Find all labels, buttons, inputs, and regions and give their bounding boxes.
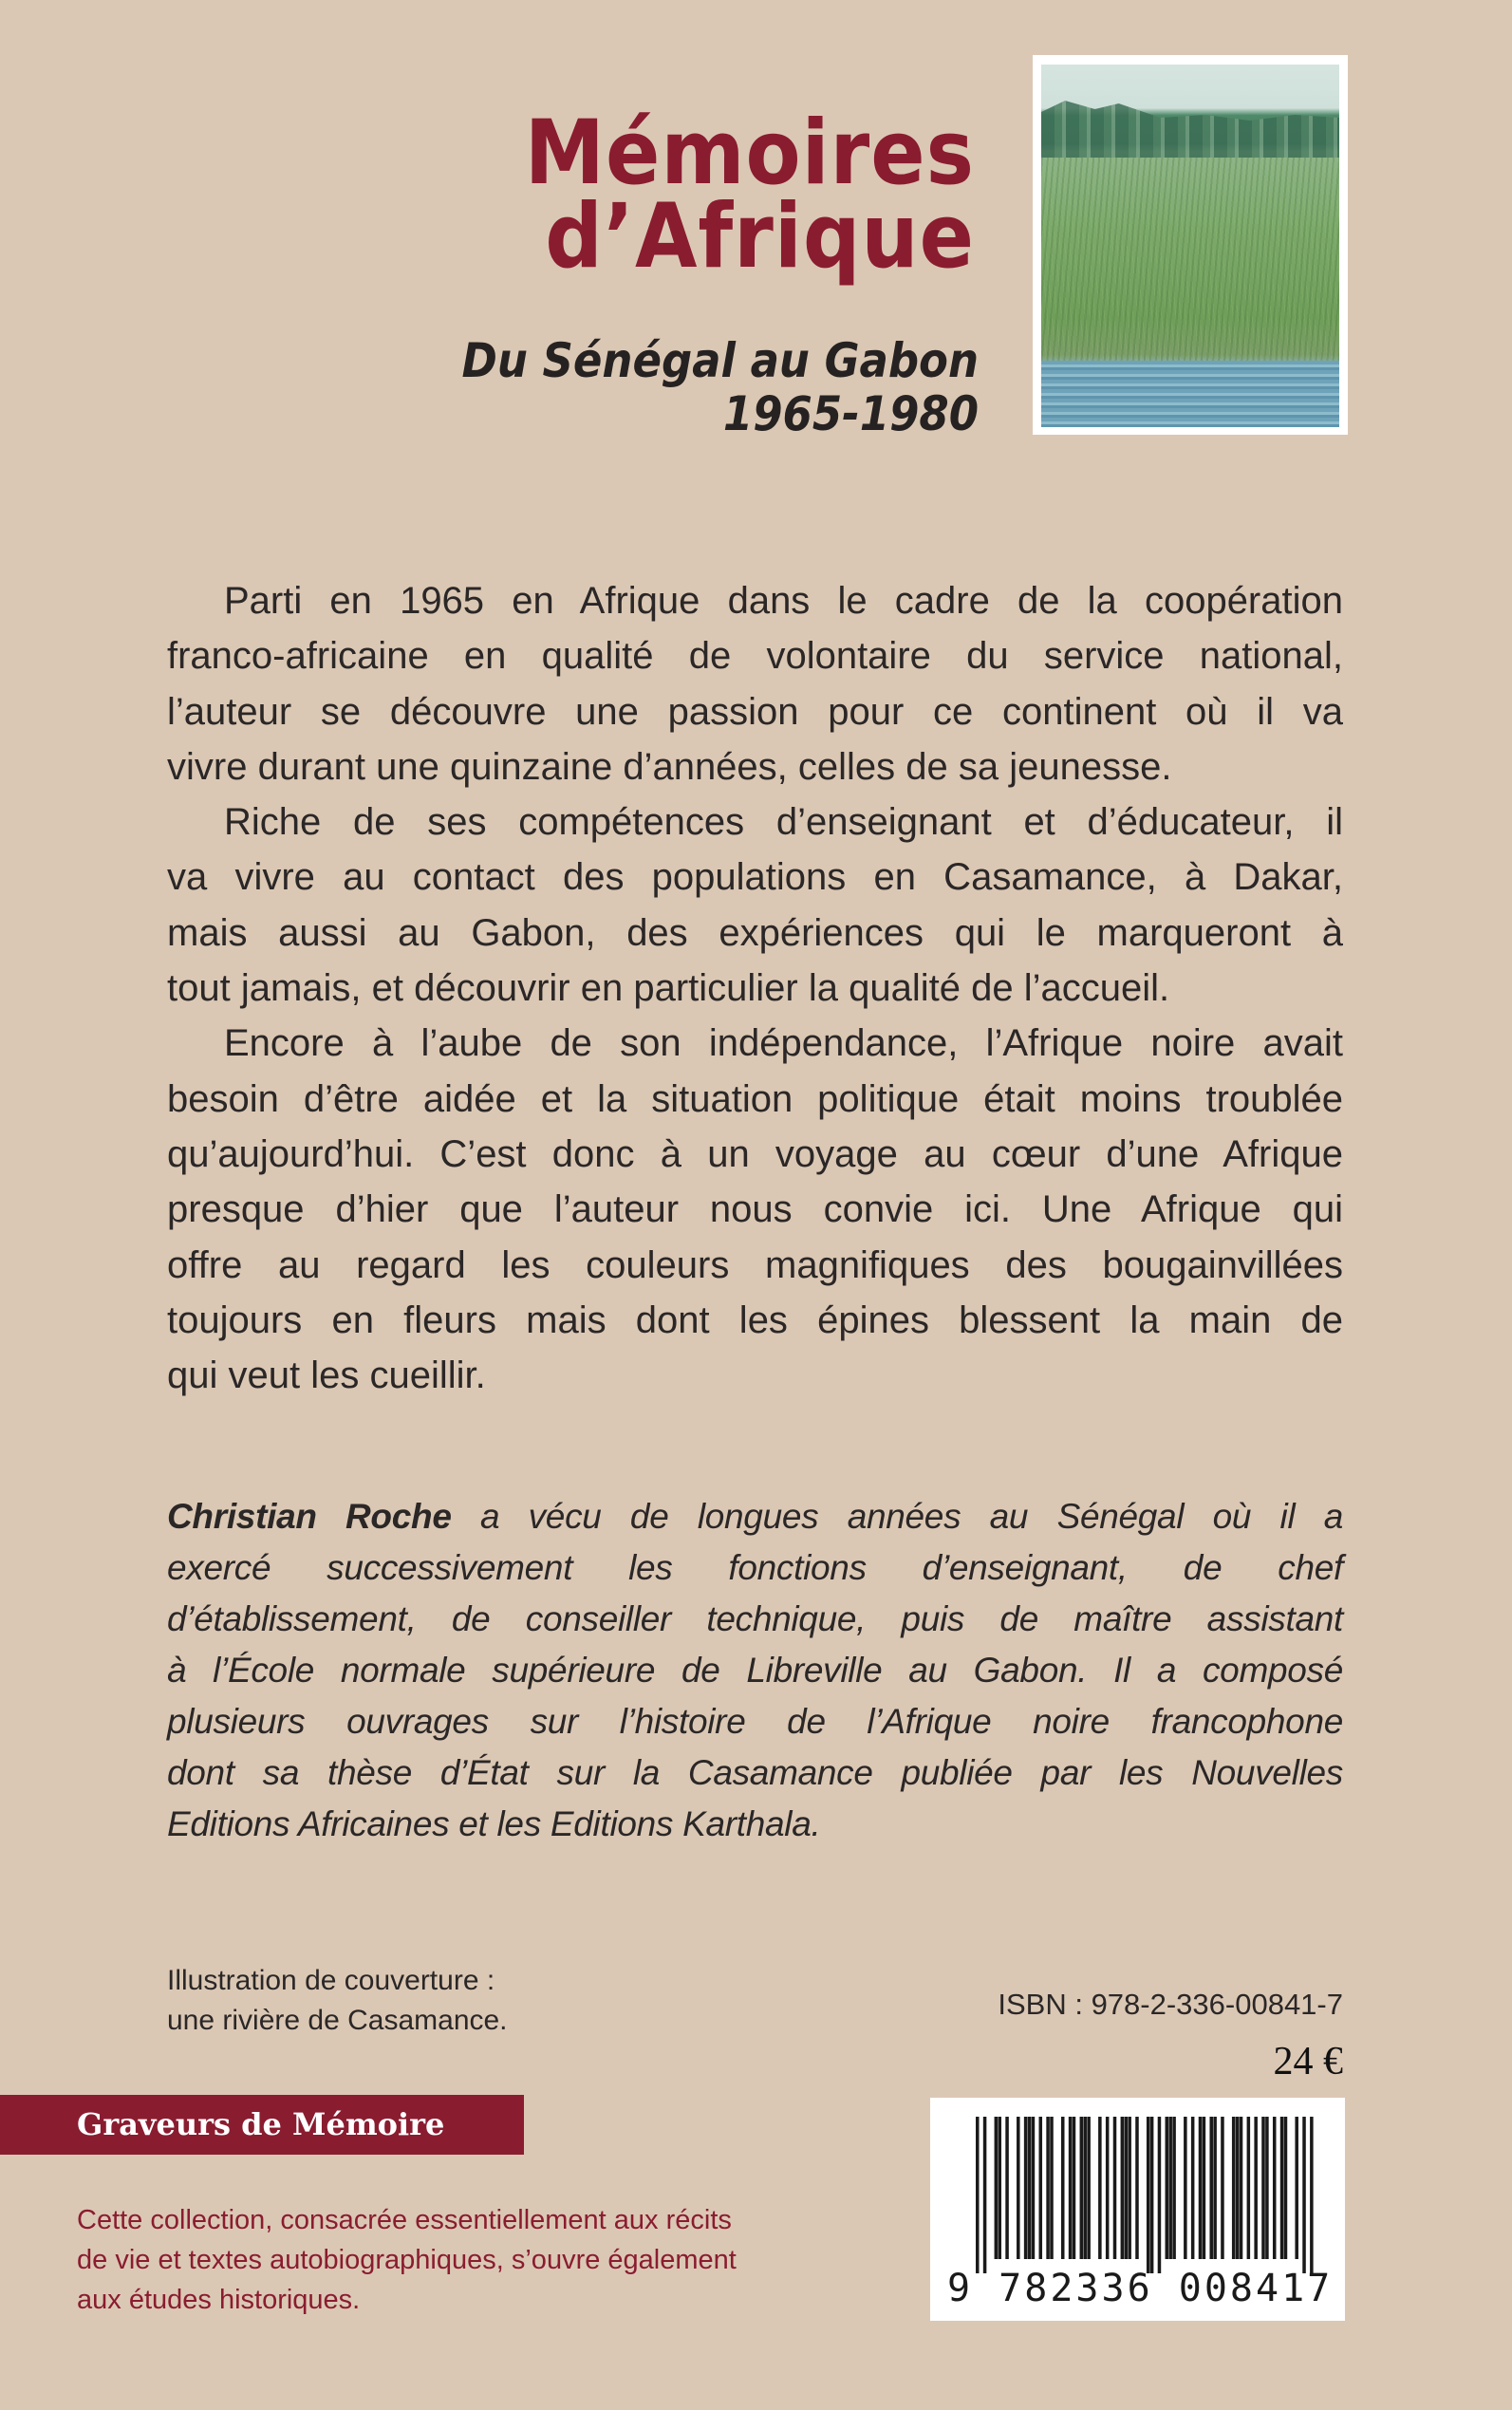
photo-trees — [1041, 101, 1339, 158]
barcode-bar — [1240, 2117, 1243, 2259]
summary-line: toujours en fleurs mais dont les épines blessent la main de — [167, 1298, 1343, 1341]
barcode-bar — [998, 2117, 1001, 2259]
isbn: ISBN : 978-2-336-00841-7 — [998, 1988, 1343, 2021]
barcode-bar — [1184, 2117, 1187, 2259]
bio-line: dont sa thèse d’État sur la Casamance publiée par les Nouvelles — [167, 1753, 1343, 1792]
author-bio — [167, 1491, 1343, 1850]
barcode-digits: 9 782336 008417 — [947, 2267, 1334, 2310]
photo-grass — [1041, 158, 1339, 362]
barcode-bar — [983, 2117, 987, 2273]
barcode-bar — [1191, 2117, 1195, 2259]
barcode-bar — [1254, 2117, 1258, 2259]
summary-line: qu’aujourd’hui. C’est donc à un voyage au cœur d’une Afrique — [167, 1132, 1343, 1175]
barcode-bar — [1273, 2117, 1277, 2259]
collection-line: aux études historiques. — [77, 2285, 361, 2315]
summary-line: l’auteur se découvre une passion pour ce continent où il va — [167, 690, 1343, 733]
barcode-bar — [995, 2117, 999, 2259]
book-title — [524, 102, 975, 289]
summary-line: mais aussi au Gabon, des expériences qui le marqueront à — [167, 911, 1343, 954]
bio-line-text: a vécu de longues années au Sénégal où il a — [479, 1497, 1344, 1536]
cover-photo — [1033, 55, 1348, 435]
barcode-bar — [1046, 2117, 1050, 2259]
photo-water — [1041, 361, 1339, 427]
barcode-bar — [1073, 2117, 1076, 2259]
summary-text — [167, 573, 1343, 1403]
subtitle-dates: 1965-1980 — [722, 386, 979, 441]
barcode-bar — [1147, 2117, 1150, 2273]
barcode-bar — [1280, 2117, 1284, 2259]
barcode-bar — [1098, 2117, 1102, 2259]
summary-line: Riche de ses compétences d’enseignant et d’éducateur, il — [224, 801, 1343, 844]
summary-line: Encore à l’aube de son indépendance, l’Afrique noire avait — [224, 1022, 1343, 1065]
barcode-bar — [1168, 2117, 1172, 2259]
barcode-bar — [1121, 2117, 1125, 2259]
barcode-bar — [1005, 2117, 1009, 2259]
barcode-bar — [1236, 2117, 1240, 2259]
barcode-bar — [1150, 2117, 1154, 2273]
bio-line: plusieurs ouvrages sur l’histoire de l’Afrique noire francophone — [167, 1702, 1343, 1741]
barcode-bar — [1284, 2117, 1288, 2259]
barcode-bar — [1083, 2117, 1087, 2259]
collection-name: Graveurs de Mémoire — [77, 2106, 445, 2142]
title-line-1: Mémoires — [524, 102, 975, 205]
illustration-line-2: une rivière de Casamance. — [167, 2005, 508, 2036]
bio-line: à l’École normale supérieure de Libreville au Gabon. Il a composé — [167, 1651, 1343, 1690]
barcode-bars — [976, 2117, 1314, 2273]
barcode-bar — [1209, 2117, 1213, 2259]
illustration-credit — [167, 1961, 508, 2041]
summary-line: Parti en 1965 en Afrique dans le cadre de la coopération — [224, 580, 1343, 622]
barcode — [930, 2098, 1345, 2321]
barcode-bar — [1039, 2117, 1043, 2259]
barcode-bar — [1017, 2117, 1020, 2259]
bio-line: d’établissement, de conseiller technique, puis de maître assistant — [167, 1599, 1343, 1638]
barcode-bar — [1302, 2117, 1306, 2273]
collection-band — [0, 2095, 524, 2155]
barcode-bar — [976, 2117, 980, 2273]
barcode-bar — [1310, 2117, 1314, 2273]
barcode-bar — [1158, 2117, 1162, 2273]
barcode-bar — [1113, 2117, 1117, 2259]
barcode-bar — [1069, 2117, 1073, 2259]
book-subtitle — [461, 334, 979, 440]
price: 24 € — [1273, 2040, 1343, 2083]
summary-line: besoin d’être aidée et la situation politique était moins troublée — [167, 1077, 1343, 1120]
barcode-bar — [1061, 2117, 1065, 2259]
summary-line: qui veut les cueillir. — [167, 1354, 486, 1397]
title-line-2: d’Afrique — [545, 185, 975, 289]
bio-line — [167, 1491, 1343, 1542]
collection-line: de vie et textes autobiographiques, s’ouvre également — [77, 2245, 737, 2275]
barcode-bar — [1261, 2117, 1265, 2259]
bio-line: Editions Africaines et les Editions Karthala. — [167, 1804, 821, 1843]
barcode-bar — [1128, 2117, 1131, 2259]
barcode-bar — [1221, 2117, 1224, 2259]
summary-line: vivre durant une quinzaine d’années, celles de sa jeunesse. — [167, 745, 1172, 788]
barcode-bar — [1106, 2117, 1110, 2259]
summary-line: franco-africaine en qualité de volontaire du service national, — [167, 635, 1343, 678]
barcode-bar — [1080, 2117, 1084, 2259]
summary-line: presque d’hier que l’auteur nous convie ici. Une Afrique qui — [167, 1188, 1343, 1231]
barcode-bar — [1135, 2117, 1139, 2259]
barcode-bar — [1232, 2117, 1236, 2259]
barcode-bar — [1213, 2117, 1217, 2259]
barcode-bar — [1203, 2117, 1206, 2259]
barcode-bar — [1032, 2117, 1036, 2259]
subtitle-line-1: Du Sénégal au Gabon — [461, 333, 979, 388]
barcode-bar — [1295, 2117, 1298, 2259]
barcode-bar — [1166, 2117, 1169, 2259]
barcode-bar — [1124, 2117, 1128, 2259]
barcode-bar — [1199, 2117, 1203, 2259]
barcode-bar — [1087, 2117, 1091, 2259]
collection-line: Cette collection, consacrée essentiellement aux récits — [77, 2205, 732, 2235]
summary-line: tout jamais, et découvrir en particulier la qualité de l’accueil. — [167, 967, 1170, 1010]
barcode-bar — [1050, 2117, 1054, 2259]
illustration-line-1: Illustration de couverture : — [167, 1965, 495, 1996]
barcode-bar — [1024, 2117, 1028, 2259]
bio-line: exercé successivement les fonctions d’enseignant, de chef — [167, 1548, 1343, 1587]
barcode-bar — [1247, 2117, 1251, 2259]
barcode-bar — [1172, 2117, 1176, 2259]
barcode-bar — [1028, 2117, 1032, 2259]
author-name: Christian Roche — [167, 1497, 452, 1536]
barcode-bar — [1265, 2117, 1269, 2259]
summary-line: va vivre au contact des populations en Casamance, à Dakar, — [167, 856, 1343, 899]
river-photo-image — [1041, 65, 1339, 427]
collection-description — [77, 2200, 779, 2320]
summary-line: offre au regard les couleurs magnifiques des bougainvillées — [167, 1243, 1343, 1286]
